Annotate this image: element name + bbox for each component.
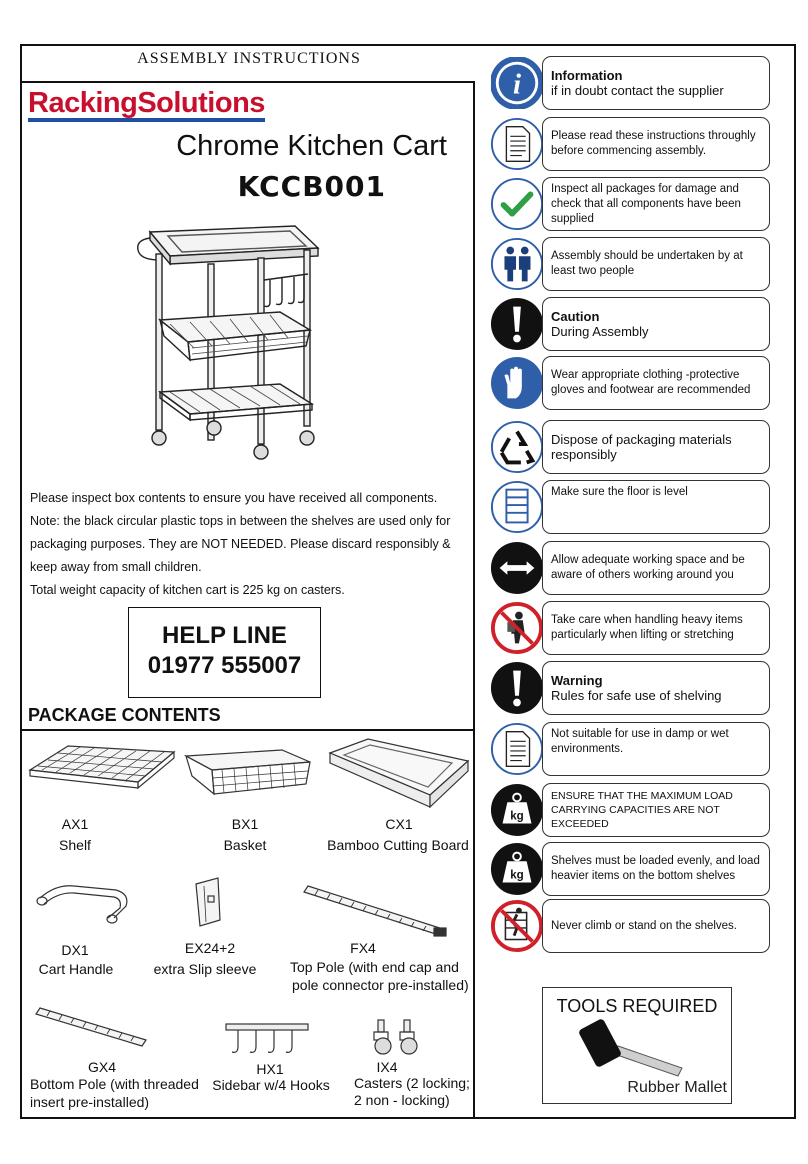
sidebar-hooks-illustration xyxy=(222,1020,312,1060)
item-code: EX24+2 xyxy=(184,940,236,956)
weight-kg-icon xyxy=(490,842,544,896)
intro-line: packaging purposes. They are NOT NEEDED. Please discard responsibly & xyxy=(30,537,451,551)
item-name-line2: pole connector pre-installed) xyxy=(292,977,469,993)
svg-text:i: i xyxy=(512,68,522,101)
slip-sleeve-illustration xyxy=(190,876,230,928)
helpline-label: HELP LINE xyxy=(162,622,287,649)
notice-bubble xyxy=(542,177,770,231)
notice-heading: Information xyxy=(551,68,623,83)
item-name-line1: Casters (2 locking; xyxy=(354,1075,470,1091)
two-people-icon xyxy=(490,237,544,291)
basket-illustration xyxy=(182,746,312,798)
notice-bubble xyxy=(542,420,770,474)
rubber-mallet-icon xyxy=(578,1018,688,1080)
notice-text: Rules for safe use of shelving xyxy=(551,688,722,703)
svg-text:kg: kg xyxy=(510,869,524,882)
notice-text: Take care when handling heavy items particularly when lifting or stretching xyxy=(551,614,743,641)
notice-text: ENSURE THAT THE MAXIMUM LOAD CARRYING CAPACITIES ARE NOT EXCEEDED xyxy=(551,790,733,830)
notice-text: Shelves must be loaded evenly, and load heavier items on the bottom shelves xyxy=(551,855,760,882)
item-name-line1: Top Pole (with end cap and xyxy=(290,959,459,975)
item-code: HX1 xyxy=(256,1061,284,1077)
weight-kg-icon xyxy=(490,783,544,837)
no-climbing-icon xyxy=(490,899,544,953)
warning-icon xyxy=(490,661,544,715)
package-contents-title: PACKAGE CONTENTS xyxy=(28,705,221,725)
notice-text: Please read these instructions throughly before commencing assembly. xyxy=(551,130,756,157)
notice-text: Allow adequate working space and be aware of others working around you xyxy=(551,554,745,581)
gloves-icon xyxy=(490,356,544,410)
notice-heading: Caution xyxy=(551,309,600,324)
item-code: FX4 xyxy=(350,940,376,956)
product-title: Chrome Kitchen Cart xyxy=(176,130,447,162)
notice-text: Assembly should be undertaken by at least two people xyxy=(551,250,743,277)
heavy-lifting-icon xyxy=(490,601,544,655)
notice-bubble xyxy=(542,842,770,896)
notice-bubble xyxy=(542,601,770,655)
cart-handle-illustration xyxy=(34,880,134,925)
item-code: DX1 xyxy=(61,942,89,958)
item-name: Shelf xyxy=(59,837,91,853)
bottom-pole-illustration xyxy=(34,1002,150,1052)
notice-bubble xyxy=(542,899,770,953)
document-icon xyxy=(490,117,544,171)
notice-text: Never climb or stand on the shelves. xyxy=(551,919,738,932)
item-code: BX1 xyxy=(231,816,259,832)
top-pole-illustration xyxy=(302,880,452,940)
notice-bubble xyxy=(542,722,770,776)
notice-bubble xyxy=(542,783,770,837)
item-code: IX4 xyxy=(376,1059,398,1075)
notice-bubble xyxy=(542,661,770,715)
notice-bubble xyxy=(542,237,770,291)
notice-bubble xyxy=(542,480,770,534)
shelf-illustration xyxy=(28,742,176,792)
information-icon xyxy=(490,56,544,110)
notice-text: Dispose of packaging materials responsibly xyxy=(551,432,732,462)
item-name-line2: 2 non - locking) xyxy=(354,1092,450,1108)
item-code: GX4 xyxy=(87,1059,116,1075)
casters-illustration xyxy=(368,1018,424,1058)
intro-line: Total weight capacity of kitchen cart is 225 kg on casters. xyxy=(30,583,345,597)
notice-text: Wear appropriate clothing -protective gloves and footwear are recommended xyxy=(551,369,751,396)
item-name: Cart Handle xyxy=(38,961,114,977)
caution-icon xyxy=(490,297,544,351)
level-floor-icon xyxy=(490,480,544,534)
tools-required-title: TOOLS REQUIRED xyxy=(556,996,718,1016)
notice-bubble xyxy=(542,356,770,410)
intro-line: Note: the black circular plastic tops in between the shelves are used only for xyxy=(30,514,451,528)
intro-line: keep away from small children. xyxy=(30,560,202,574)
document-icon xyxy=(490,722,544,776)
item-name: Bamboo Cutting Board xyxy=(327,837,469,853)
notice-text: Inspect all packages for damage and check that all components have been supplied xyxy=(551,182,741,225)
tools-item: Rubber Mallet xyxy=(627,1079,727,1096)
item-name-line1: Bottom Pole (with threaded xyxy=(30,1076,199,1092)
intro-line: Please inspect box contents to ensure you have received all components. xyxy=(30,491,438,505)
checkmark-icon xyxy=(490,177,544,231)
notice-bubble xyxy=(542,117,770,171)
helpline-number[interactable]: 01977 555007 xyxy=(147,652,302,679)
notice-bubble xyxy=(542,56,770,110)
cutting-board-illustration xyxy=(328,737,470,811)
item-name: extra Slip sleeve xyxy=(153,961,257,977)
notice-bubble xyxy=(542,297,770,351)
item-name: Basket xyxy=(223,837,267,853)
item-code: CX1 xyxy=(385,816,413,832)
working-space-icon xyxy=(490,541,544,595)
notice-text: Not suitable for use in damp or wet environments. xyxy=(551,728,729,755)
recycle-icon xyxy=(490,420,544,474)
notice-text: Make sure the floor is level xyxy=(551,486,688,498)
intro-text xyxy=(30,487,460,602)
header-title: ASSEMBLY INSTRUCTIONS xyxy=(137,50,361,67)
notice-text: if in doubt contact the supplier xyxy=(551,83,724,98)
item-code: AX1 xyxy=(61,816,89,832)
notice-heading: Warning xyxy=(551,673,603,688)
kitchen-cart-illustration xyxy=(130,220,330,465)
notice-bubble xyxy=(542,541,770,595)
brand-logo: RackingSolutions xyxy=(28,88,265,122)
svg-text:kg: kg xyxy=(510,810,524,823)
item-name: Sidebar w/4 Hooks xyxy=(212,1077,330,1093)
item-name-line2: insert pre-installed) xyxy=(30,1094,150,1110)
helpline-box xyxy=(128,607,321,698)
product-code: KCCB001 xyxy=(237,170,386,203)
notice-text: During Assembly xyxy=(551,324,649,339)
